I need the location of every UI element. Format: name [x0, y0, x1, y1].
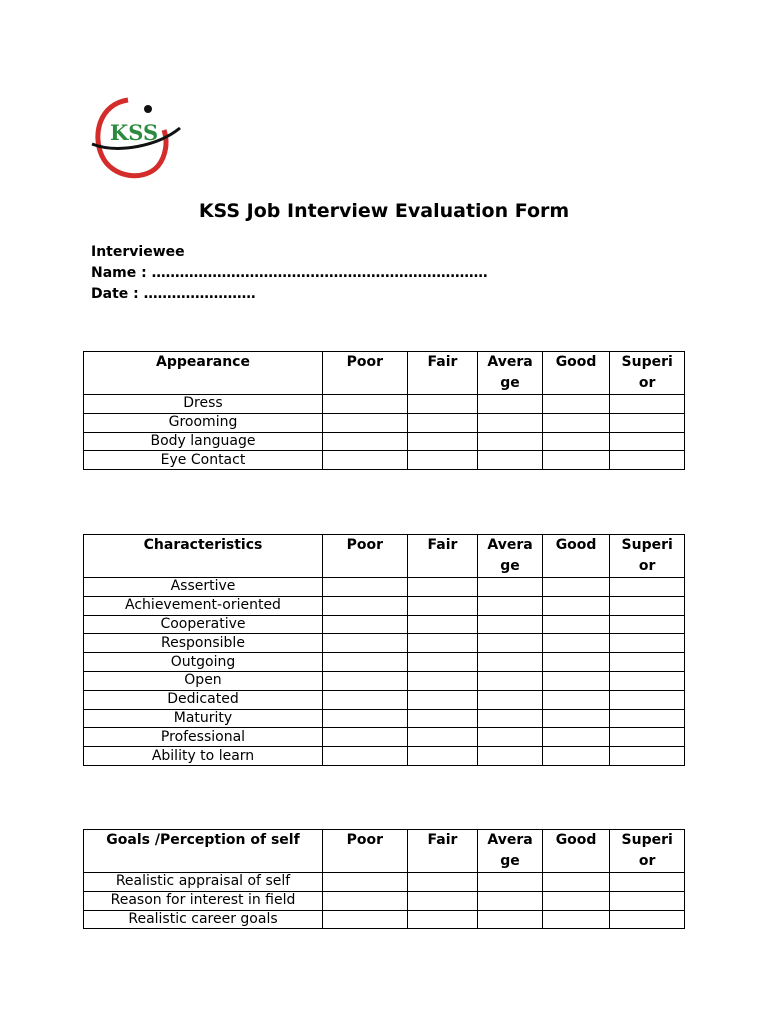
rating-cell[interactable] [542, 413, 610, 432]
rating-cell[interactable] [478, 728, 543, 747]
rating-cell[interactable] [542, 891, 610, 910]
criterion-label: Open [84, 671, 323, 690]
rating-cell[interactable] [542, 690, 610, 709]
rating-cell[interactable] [478, 709, 543, 728]
rating-cell[interactable] [407, 709, 478, 728]
table-row [84, 596, 685, 615]
rating-cell[interactable] [542, 634, 610, 653]
rating-cell[interactable] [478, 596, 543, 615]
rating-cell[interactable] [478, 873, 543, 892]
rating-cell[interactable] [478, 432, 543, 451]
criterion-label: Realistic career goals [84, 910, 323, 929]
table-row [84, 578, 685, 597]
criterion-label: Dedicated [84, 690, 323, 709]
rating-column-header: Superi or [610, 352, 685, 395]
criterion-label: Realistic appraisal of self [84, 873, 323, 892]
name-field[interactable]: Name : ……………………………………………………………… [91, 265, 488, 281]
criterion-label: Dress [84, 395, 323, 414]
rating-cell[interactable] [610, 634, 685, 653]
rating-column-header: Superi or [610, 830, 685, 873]
rating-cell[interactable] [542, 615, 610, 634]
rating-column-header: Poor [322, 352, 407, 395]
rating-column-header: Poor [322, 830, 407, 873]
rating-cell[interactable] [542, 653, 610, 672]
rating-cell[interactable] [322, 873, 407, 892]
table-row [84, 910, 685, 929]
evaluation-table [83, 534, 685, 766]
rating-cell[interactable] [407, 615, 478, 634]
rating-column-header: Good [542, 535, 610, 578]
rating-cell[interactable] [478, 910, 543, 929]
rating-cell[interactable] [407, 910, 478, 929]
table-row [84, 432, 685, 451]
table-row [84, 395, 685, 414]
rating-cell[interactable] [322, 671, 407, 690]
rating-cell[interactable] [407, 891, 478, 910]
rating-cell[interactable] [610, 413, 685, 432]
rating-cell[interactable] [322, 709, 407, 728]
criterion-label: Assertive [84, 578, 323, 597]
rating-cell[interactable] [610, 709, 685, 728]
criterion-label: Eye Contact [84, 451, 323, 470]
rating-column-header: Superi or [610, 535, 685, 578]
rating-cell[interactable] [610, 873, 685, 892]
table-row [84, 891, 685, 910]
rating-column-header: Fair [407, 535, 478, 578]
date-field[interactable]: Date : …………………… [91, 286, 256, 302]
rating-cell[interactable] [407, 395, 478, 414]
rating-cell[interactable] [407, 451, 478, 470]
criterion-label: Reason for interest in field [84, 891, 323, 910]
rating-cell[interactable] [478, 634, 543, 653]
rating-cell[interactable] [610, 653, 685, 672]
rating-cell[interactable] [610, 432, 685, 451]
rating-column-header: Avera ge [478, 535, 543, 578]
rating-cell[interactable] [407, 690, 478, 709]
rating-cell[interactable] [407, 653, 478, 672]
evaluation-table [83, 351, 685, 470]
rating-cell[interactable] [478, 891, 543, 910]
rating-cell[interactable] [610, 395, 685, 414]
rating-cell[interactable] [542, 451, 610, 470]
rating-cell[interactable] [407, 432, 478, 451]
rating-column-header: Good [542, 352, 610, 395]
svg-text:KSS: KSS [110, 120, 159, 145]
rating-cell[interactable] [542, 671, 610, 690]
rating-cell[interactable] [407, 413, 478, 432]
rating-cell[interactable] [610, 747, 685, 766]
criterion-label: Responsible [84, 634, 323, 653]
table-row [84, 690, 685, 709]
rating-column-header: Fair [407, 352, 478, 395]
rating-cell[interactable] [322, 432, 407, 451]
rating-cell[interactable] [542, 432, 610, 451]
table-row [84, 451, 685, 470]
rating-cell[interactable] [322, 891, 407, 910]
criterion-label: Achievement-oriented [84, 596, 323, 615]
rating-cell[interactable] [407, 873, 478, 892]
rating-cell[interactable] [610, 596, 685, 615]
criterion-label: Maturity [84, 709, 323, 728]
rating-cell[interactable] [478, 671, 543, 690]
rating-cell[interactable] [610, 690, 685, 709]
interviewee-info [91, 242, 488, 305]
rating-cell[interactable] [322, 596, 407, 615]
rating-cell[interactable] [610, 671, 685, 690]
table-header-label: Appearance [84, 352, 323, 395]
rating-cell[interactable] [407, 728, 478, 747]
table-header-label: Characteristics [84, 535, 323, 578]
rating-cell[interactable] [478, 413, 543, 432]
table-row [84, 615, 685, 634]
rating-cell[interactable] [610, 451, 685, 470]
table-row [84, 709, 685, 728]
rating-cell[interactable] [322, 747, 407, 766]
rating-column-header: Avera ge [478, 830, 543, 873]
criterion-label: Body language [84, 432, 323, 451]
interviewee-label: Interviewee [91, 244, 185, 260]
rating-cell[interactable] [322, 653, 407, 672]
rating-cell[interactable] [542, 747, 610, 766]
rating-cell[interactable] [478, 690, 543, 709]
rating-cell[interactable] [322, 728, 407, 747]
table-row [84, 413, 685, 432]
rating-cell[interactable] [610, 728, 685, 747]
criterion-label: Outgoing [84, 653, 323, 672]
rating-column-header: Good [542, 830, 610, 873]
rating-cell[interactable] [478, 451, 543, 470]
rating-cell[interactable] [407, 671, 478, 690]
table-header-row [84, 830, 685, 873]
rating-cell[interactable] [542, 873, 610, 892]
criterion-label: Cooperative [84, 615, 323, 634]
rating-cell[interactable] [478, 395, 543, 414]
rating-cell[interactable] [322, 690, 407, 709]
rating-cell[interactable] [322, 413, 407, 432]
criterion-label: Professional [84, 728, 323, 747]
table-row [84, 671, 685, 690]
rating-cell[interactable] [407, 578, 478, 597]
rating-column-header: Avera ge [478, 352, 543, 395]
rating-cell[interactable] [407, 747, 478, 766]
rating-cell[interactable] [322, 910, 407, 929]
rating-cell[interactable] [610, 910, 685, 929]
rating-cell[interactable] [542, 728, 610, 747]
evaluation-table [83, 829, 685, 929]
rating-column-header: Poor [322, 535, 407, 578]
rating-cell[interactable] [322, 451, 407, 470]
rating-cell[interactable] [610, 615, 685, 634]
table-row [84, 728, 685, 747]
rating-cell[interactable] [478, 578, 543, 597]
table-header-row [84, 535, 685, 578]
rating-cell[interactable] [322, 615, 407, 634]
rating-cell[interactable] [542, 578, 610, 597]
table-row [84, 653, 685, 672]
rating-cell[interactable] [478, 615, 543, 634]
rating-cell[interactable] [478, 747, 543, 766]
rating-cell[interactable] [322, 578, 407, 597]
rating-cell[interactable] [322, 634, 407, 653]
table-row [84, 873, 685, 892]
criterion-label: Grooming [84, 413, 323, 432]
rating-cell[interactable] [407, 634, 478, 653]
form-title: KSS Job Interview Evaluation Form [198, 200, 570, 222]
rating-column-header: Fair [407, 830, 478, 873]
rating-cell[interactable] [542, 395, 610, 414]
rating-cell[interactable] [542, 709, 610, 728]
criterion-label: Ability to learn [84, 747, 323, 766]
rating-cell[interactable] [610, 891, 685, 910]
rating-cell[interactable] [478, 653, 543, 672]
table-header-row [84, 352, 685, 395]
table-row [84, 634, 685, 653]
kss-logo [88, 94, 184, 182]
rating-cell[interactable] [542, 910, 610, 929]
table-header-label: Goals /Perception of self [84, 830, 323, 873]
rating-cell[interactable] [322, 395, 407, 414]
table-row [84, 747, 685, 766]
rating-cell[interactable] [610, 578, 685, 597]
rating-cell[interactable] [407, 596, 478, 615]
rating-cell[interactable] [542, 596, 610, 615]
